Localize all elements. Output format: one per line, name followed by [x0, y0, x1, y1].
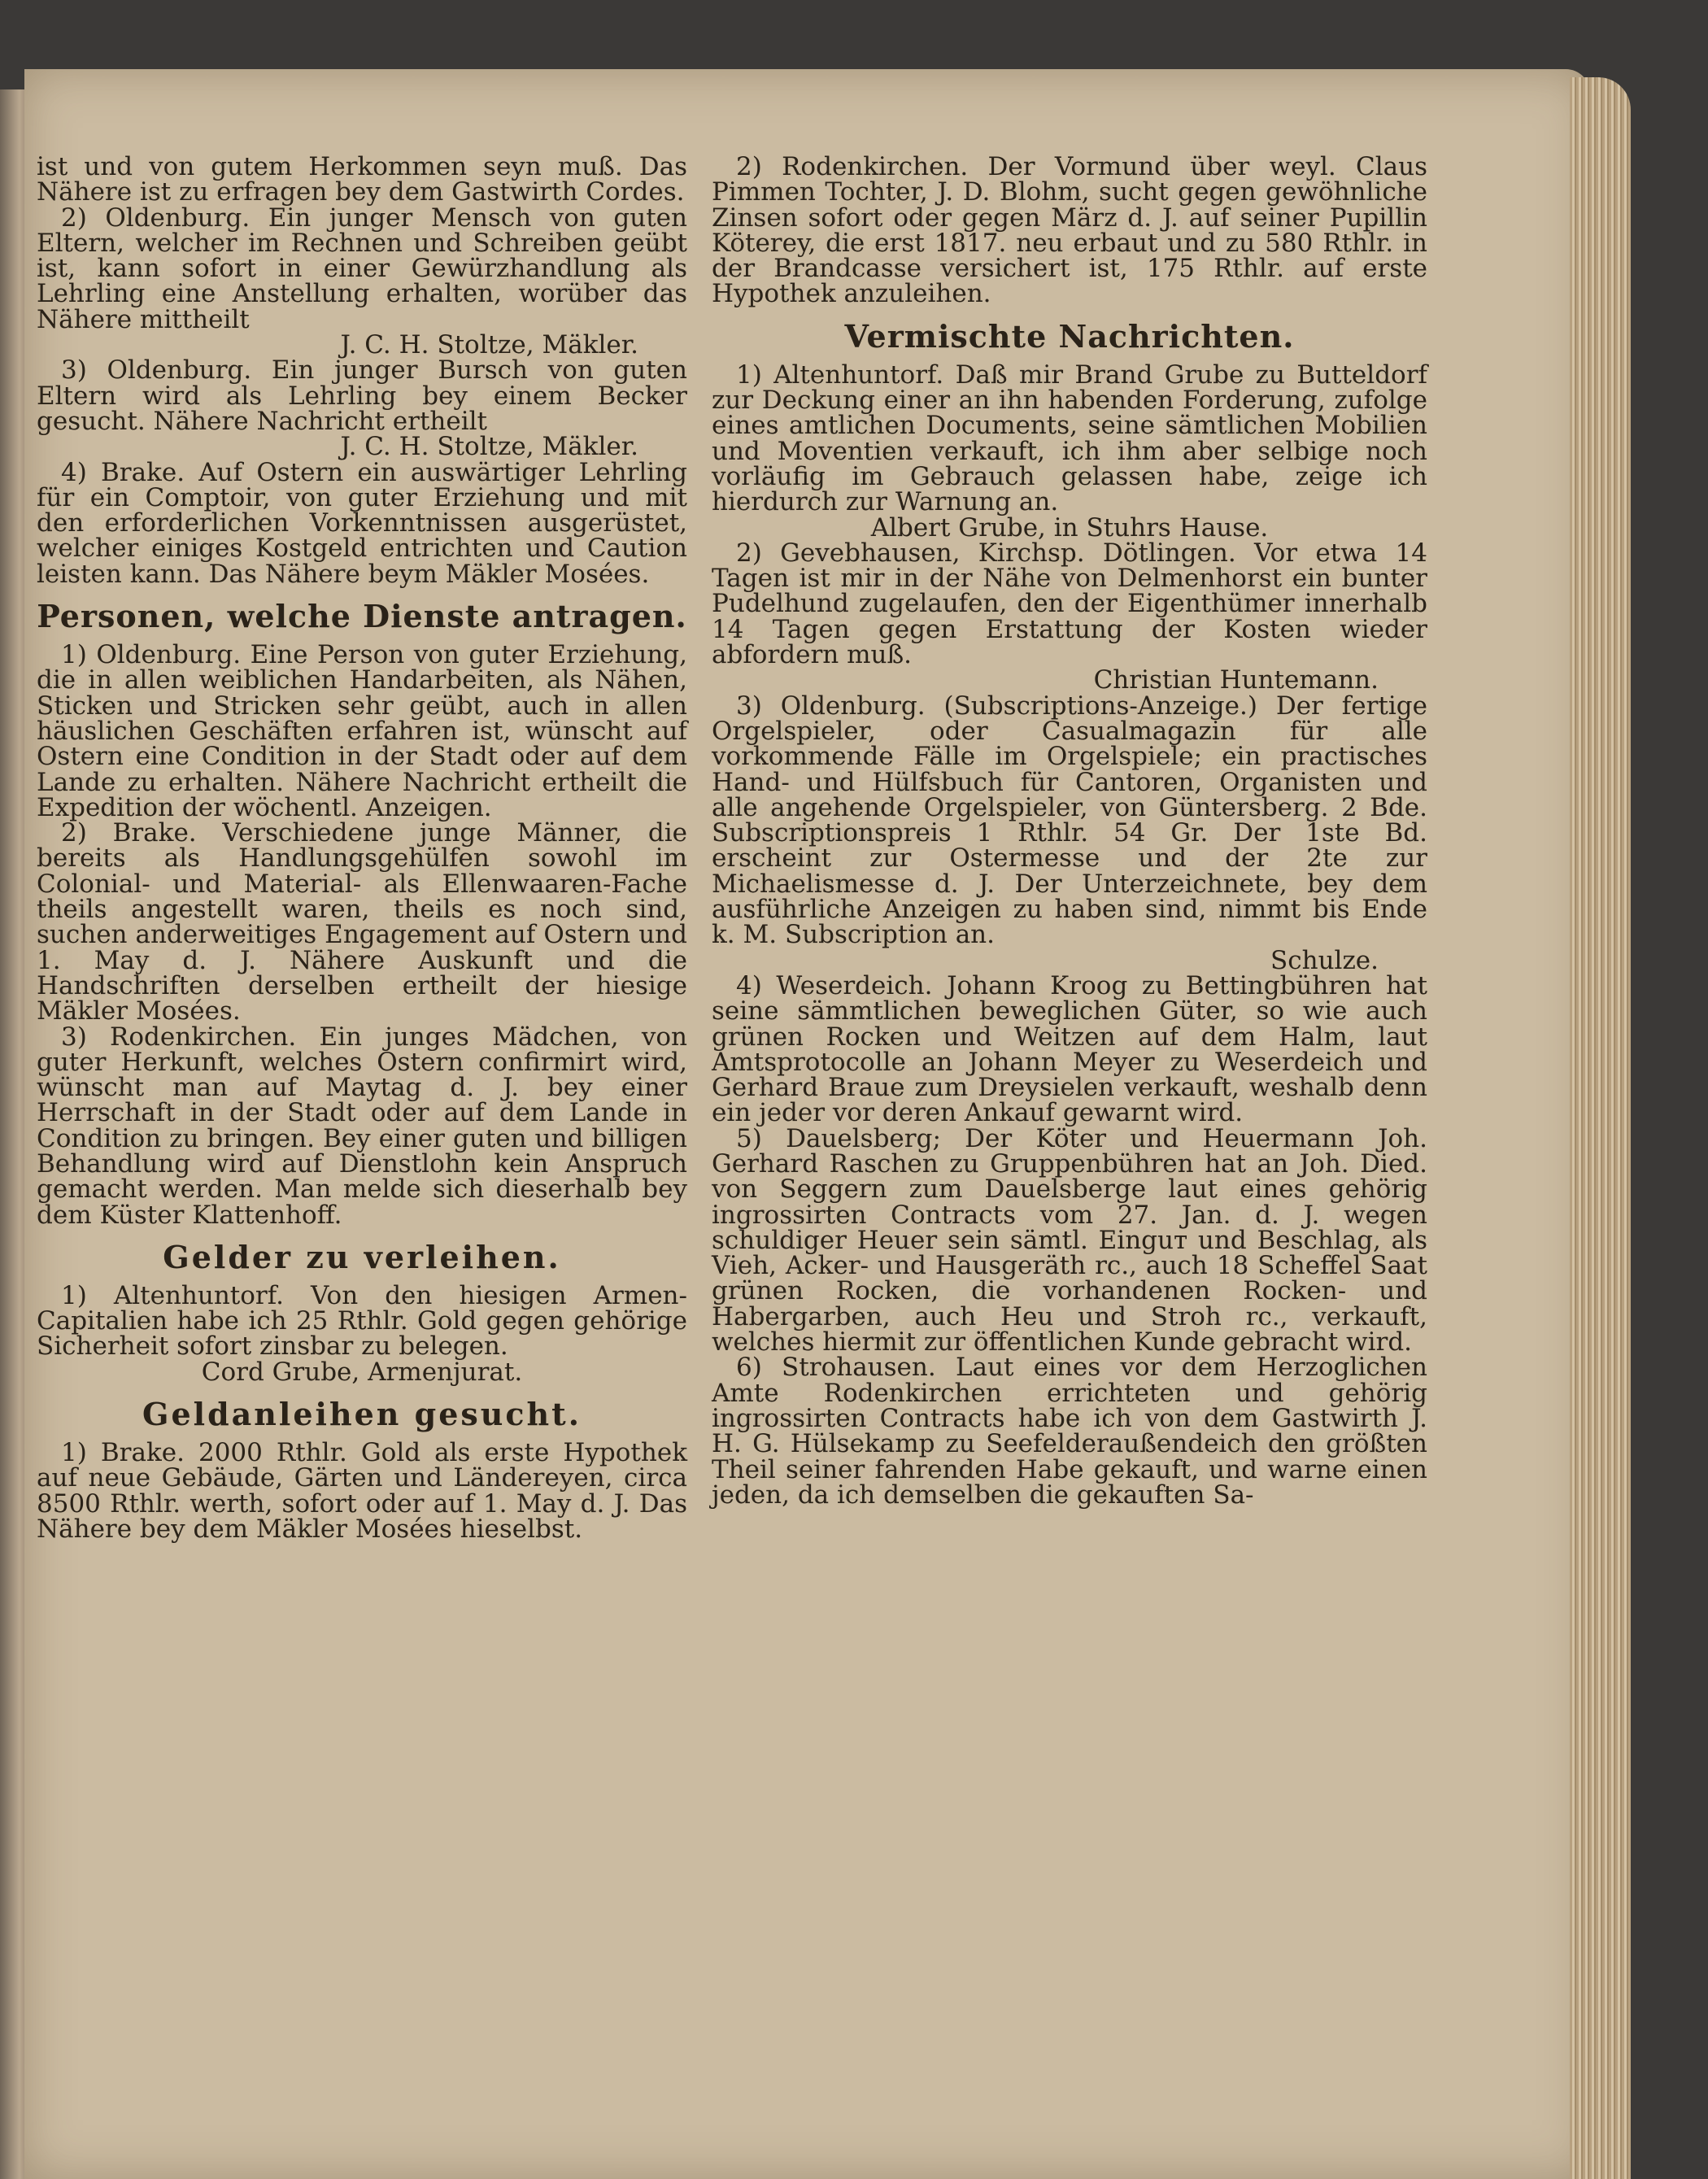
signature-schulze: Schulze.	[1270, 945, 1379, 975]
notice-vermischte-5: 5) Dauelsberg; Der Köter und Heuermann Joh. Gerhard Raschen zu Gruppenbühren hat an Joh. Died. von Seggern zum Dauelsberge laut eines gehörig ingrossirten Contracts vom 27. Jan. d. J. wegen schuldiger Heuer sein sämtl. Einguт und Beschlag, als Vieh, Acker- und Hausgeräth rc., auch 18 Scheffel Saat grünen Rocken, die vorhandenen Rocken- und Habergarben, auch Heu und Stroh rc., verkauft, welches hiermit zur öffentlichen Kunde gebracht wird.	[712, 1123, 1427, 1358]
notice-dienste-3: 3) Rodenkirchen. Ein junges Mädchen, von guter Herkunft, welches Ostern confirmirt wird, wünscht man auf Maytag d. J. bey einer Herrschaft in der Stadt oder auf dem Lande in Condition zu bringen. Bey einer guten und billigen Behandlung wird auf Dienstlohn kein Anspruch gemacht werden. Man melde sich dieserhalb bey dem Küster Klattenhoff.	[37, 1022, 687, 1230]
signature-stoltze-2: J. C. H. Stoltze, Mäkler.	[340, 432, 638, 462]
notice-dienste-1: 1) Oldenburg. Eine Person von guter Erziehung, die in allen weiblichen Handarbeiten, als Nähen, Sticken und Stricken sehr geübt, auch in allen häuslichen Geschäften erfahren ist, wünscht auf Ostern eine Condition in der Stadt oder auf dem Lande zu erhalten. Nähere Nachricht ertheilt die Expedition der wöchentl. Anzeigen.	[37, 640, 687, 822]
left-column	[37, 152, 687, 1544]
heading-vermischte: Vermischte Nachrichten.	[844, 317, 1295, 355]
notice-oldenburg-3: 3) Oldenburg. Ein junger Bursch von guten Eltern wird als Lehrling bey einem Becker gesucht. Nähere Nachricht ertheilt	[37, 355, 687, 436]
heading-geldanleihen: Geldanleihen gesucht.	[142, 1396, 582, 1433]
page-stack-edges	[1570, 77, 1631, 2179]
notice-rodenkirchen-2: 2) Rodenkirchen. Der Vormund über weyl. Claus Pimmen Tochter, J. D. Blohm, sucht gegen gewöhnliche Zinsen sofort oder gegen März d. J. auf seiner Pupillin Köterey, die erst 1817. neu erbaut und zu 580 Rthlr. in der Brandcasse versichert ist, 175 Rthlr. auf erste Hypothek anzuleihen.	[712, 152, 1427, 309]
signature-albert-grube: Albert Grube, in Stuhrs Hause.	[870, 512, 1269, 543]
notice-vermischte-1: 1) Altenhuntorf. Daß mir Brand Grube zu Butteldorf zur Deckung einer an ihn habenden Forderung, zufolge eines amtlichen Documents, seine sämtlichen Mobilien und Moventien verkauft, ich ihm aber selbige noch vorläufig im Gebrauch gelassen habe, zeige ich hierdurch zur Warnung an.	[712, 360, 1427, 517]
notice-vermischte-4: 4) Weserdeich. Johann Kroog zu Bettingbühren hat seine sämmtlichen beweglichen Güter, so wie auch grünen Rocken und Weitzen auf dem Halm, laut Amtsprotocolle an Johann Meyer zu Weserdeich und Gerhard Braue zum Dreysielen verkauft, weshalb denn ein jeder vor deren Ankauf gewarnt wird.	[712, 970, 1427, 1128]
notice-oldenburg-2: 2) Oldenburg. Ein junger Mensch von guten Eltern, welcher im Rechnen und Schreiben geübt ist, kann sofort in einer Gewürzhandlung als Lehrling eine Anstellung erhalten, worüber das Nähere mittheilt	[37, 203, 687, 334]
notice-vermischte-2: 2) Gevebhausen, Kirchsp. Dötlingen. Vor etwa 14 Tagen ist mir in der Nähe von Delmenhorst ein bunter Pudelhund zugelaufen, den der Eigenthümer innerhalb 14 Tagen gegen Erstattung der Kosten wieder abfordern muß.	[712, 538, 1427, 670]
heading-gelder: Gelder zu verleihen.	[163, 1238, 561, 1275]
right-column	[712, 152, 1427, 1510]
signature-grube: Cord Grube, Armenjurat.	[201, 1357, 523, 1387]
notice-vermischte-6: 6) Strohausen. Laut eines vor dem Herzoglichen Amte Rodenkirchen errichteten und gehörig ingrossirten Contracts habe ich von dem Gastwirth J. H. G. Hülsekamp zu Seefelderaußendeich den größten Theil seiner fahrenden Habe gekauft, und warne einen jeden, da ich demselben die gekauften Sa-	[712, 1353, 1427, 1510]
notice-geldanleihen-1: 1) Brake. 2000 Rthlr. Gold als erste Hypothek auf neue Gebäude, Gärten und Ländereyen, circa 8500 Rthlr. werth, sofort oder auf 1. May d. J. Das Nähere bey dem Mäkler Mosées hieselbst.	[37, 1438, 687, 1544]
signature-stoltze: J. C. H. Stoltze, Mäkler.	[340, 330, 638, 360]
notice-continuation: ist und von gutem Herkommen seyn muß. Das Nähere ist zu erfragen bey dem Gastwirth Cordes.	[37, 152, 687, 207]
notice-gelder-1: 1) Altenhuntorf. Von den hiesigen Armen-Capitalien habe ich 25 Rthlr. Gold gegen gehörige Sicherheit sofort zinsbar zu belegen.	[37, 1280, 687, 1362]
heading-dienste: Personen, welche Dienste antragen.	[37, 598, 687, 635]
notice-brake-4: 4) Brake. Auf Ostern ein auswärtiger Lehrling für ein Comptoir, von guter Erziehung und mit den erforderlichen Vorkenntnissen ausgerüstet, welcher einiges Kostgeld entrichten und Caution leisten kann. Das Nähere beym Mäkler Mosées.	[37, 457, 687, 589]
signature-huntemann: Christian Huntemann.	[1093, 665, 1379, 695]
notice-vermischte-3: 3) Oldenburg. (Subscriptions-Anzeige.) Der fertige Orgelspieler, oder Casualmagazin für alle vorkommende Fälle im Orgelspiele; ein practisches Hand- und Hülfsbuch für Cantoren, Organisten und alle angehende Orgelspieler, von Güntersberg. 2 Bde. Subscriptionspreis 1 Rthlr. 54 Gr. Der 1ste Bd. erscheint zur Ostermesse und der 2te zur Michaelismesse d. J. Der Unterzeichnete, bey dem ausführliche Anzeigen zu haben sind, nimmt bis Ende k. M. Subscription an.	[712, 691, 1427, 950]
notice-dienste-2: 2) Brake. Verschiedene junge Männer, die bereits als Handlungsgehülfen sowohl im Colonial- und Material- als Ellenwaaren-Fache theils angestellt waren, theils es noch sind, suchen anderweitiges Engagement auf Ostern und 1. May d. J. Nähere Auskunft und die Handschriften derselben ertheilt der hiesige Mäkler Mosées.	[37, 818, 687, 1026]
